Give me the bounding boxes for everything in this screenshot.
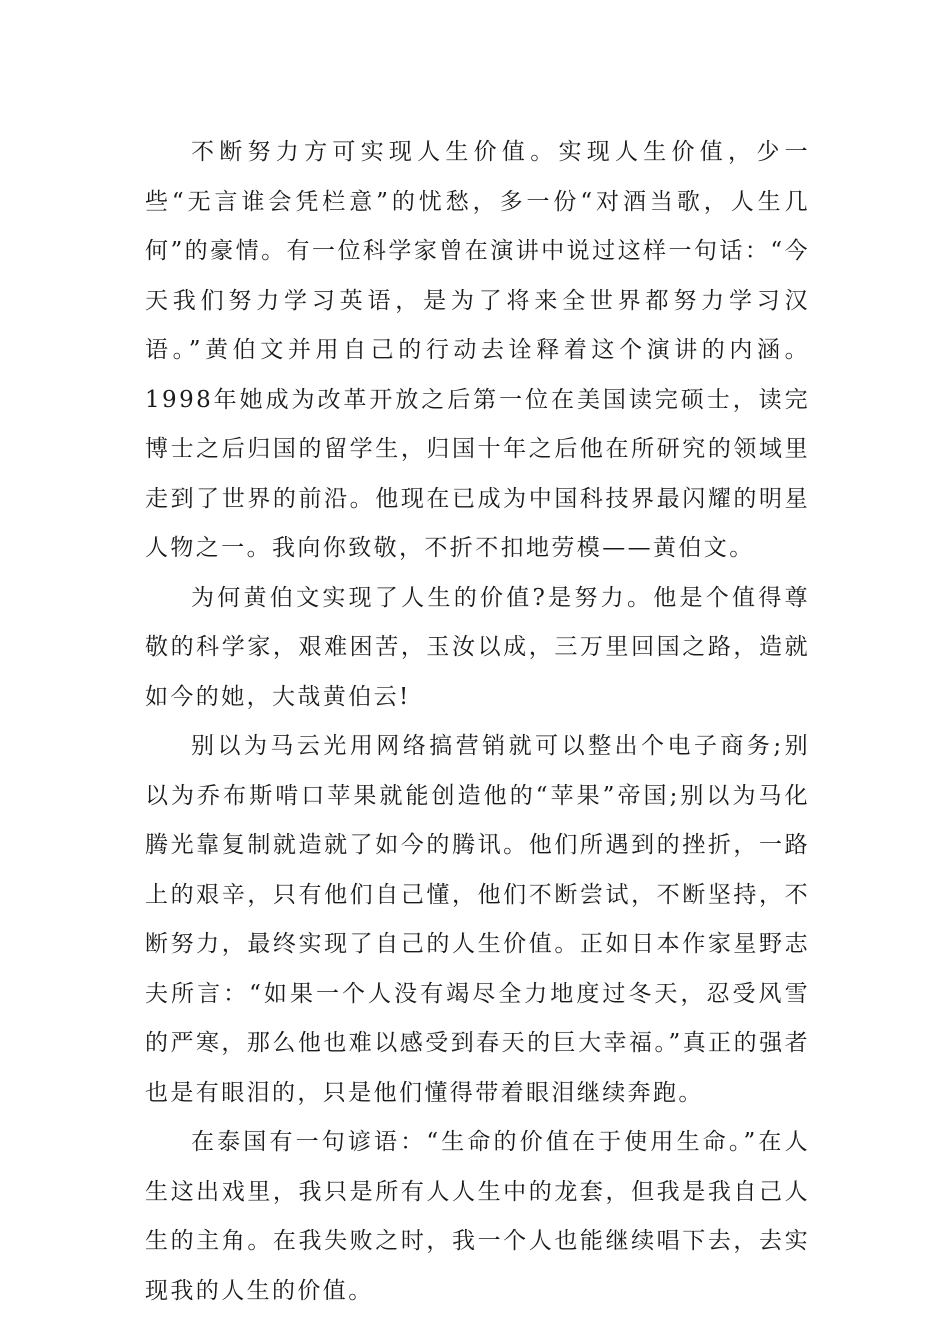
- paragraph-2: 为何黄伯文实现了人生的价值?是努力。他是个值得尊敬的科学家，艰难困苦，玉汝以成，三万里回国之路，造就如今的她，大哉黄伯云!: [145, 584, 810, 710]
- paragraph-3: 别以为马云光用网络搞营销就可以整出个电子商务;别以为乔布斯啃口苹果就能创造他的“苹果”帝国;别以为马化腾光靠复制就造就了如今的腾讯。他们所遇到的挫折，一路上的艰辛，只有他们自己懂，他们不断尝试，不断坚持，不断努力，最终实现了自己的人生价值。正如日本作家星野志夫所言：“如果一个人没有竭尽全力地度过冬天，忍受风雪的严寒，那么他也难以感受到春天的巨大幸福。”真正的强者也是有眼泪的，只是他们懂得带着眼泪继续奔跑。: [145, 733, 810, 1106]
- document-body: [145, 128, 810, 1316]
- paragraph-4: 在泰国有一句谚语：“生命的价值在于使用生命。”在人生这出戏里，我只是所有人人生中的龙套，但我是我自己人生的主角。在我失败之时，我一个人也能继续唱下去，去实现我的人生的价值。: [145, 1129, 810, 1304]
- paragraph-1: 不断努力方可实现人生价值。实现人生价值，少一些“无言谁会凭栏意”的忧愁，多一份“对酒当歌，人生几何”的豪情。有一位科学家曾在演讲中说过这样一句话：“今天我们努力学习英语，是为了将来全世界都努力学习汉语。”黄伯文并用自己的行动去诠释着这个演讲的内涵。1998年她成为改革开放之后第一位在美国读完硕士，读完博士之后归国的留学生，归国十年之后他在所研究的领域里走到了世界的前沿。他现在已成为中国科技界最闪耀的明星人物之一。我向你致敬，不折不扣地劳模——黄伯文。: [145, 139, 810, 561]
